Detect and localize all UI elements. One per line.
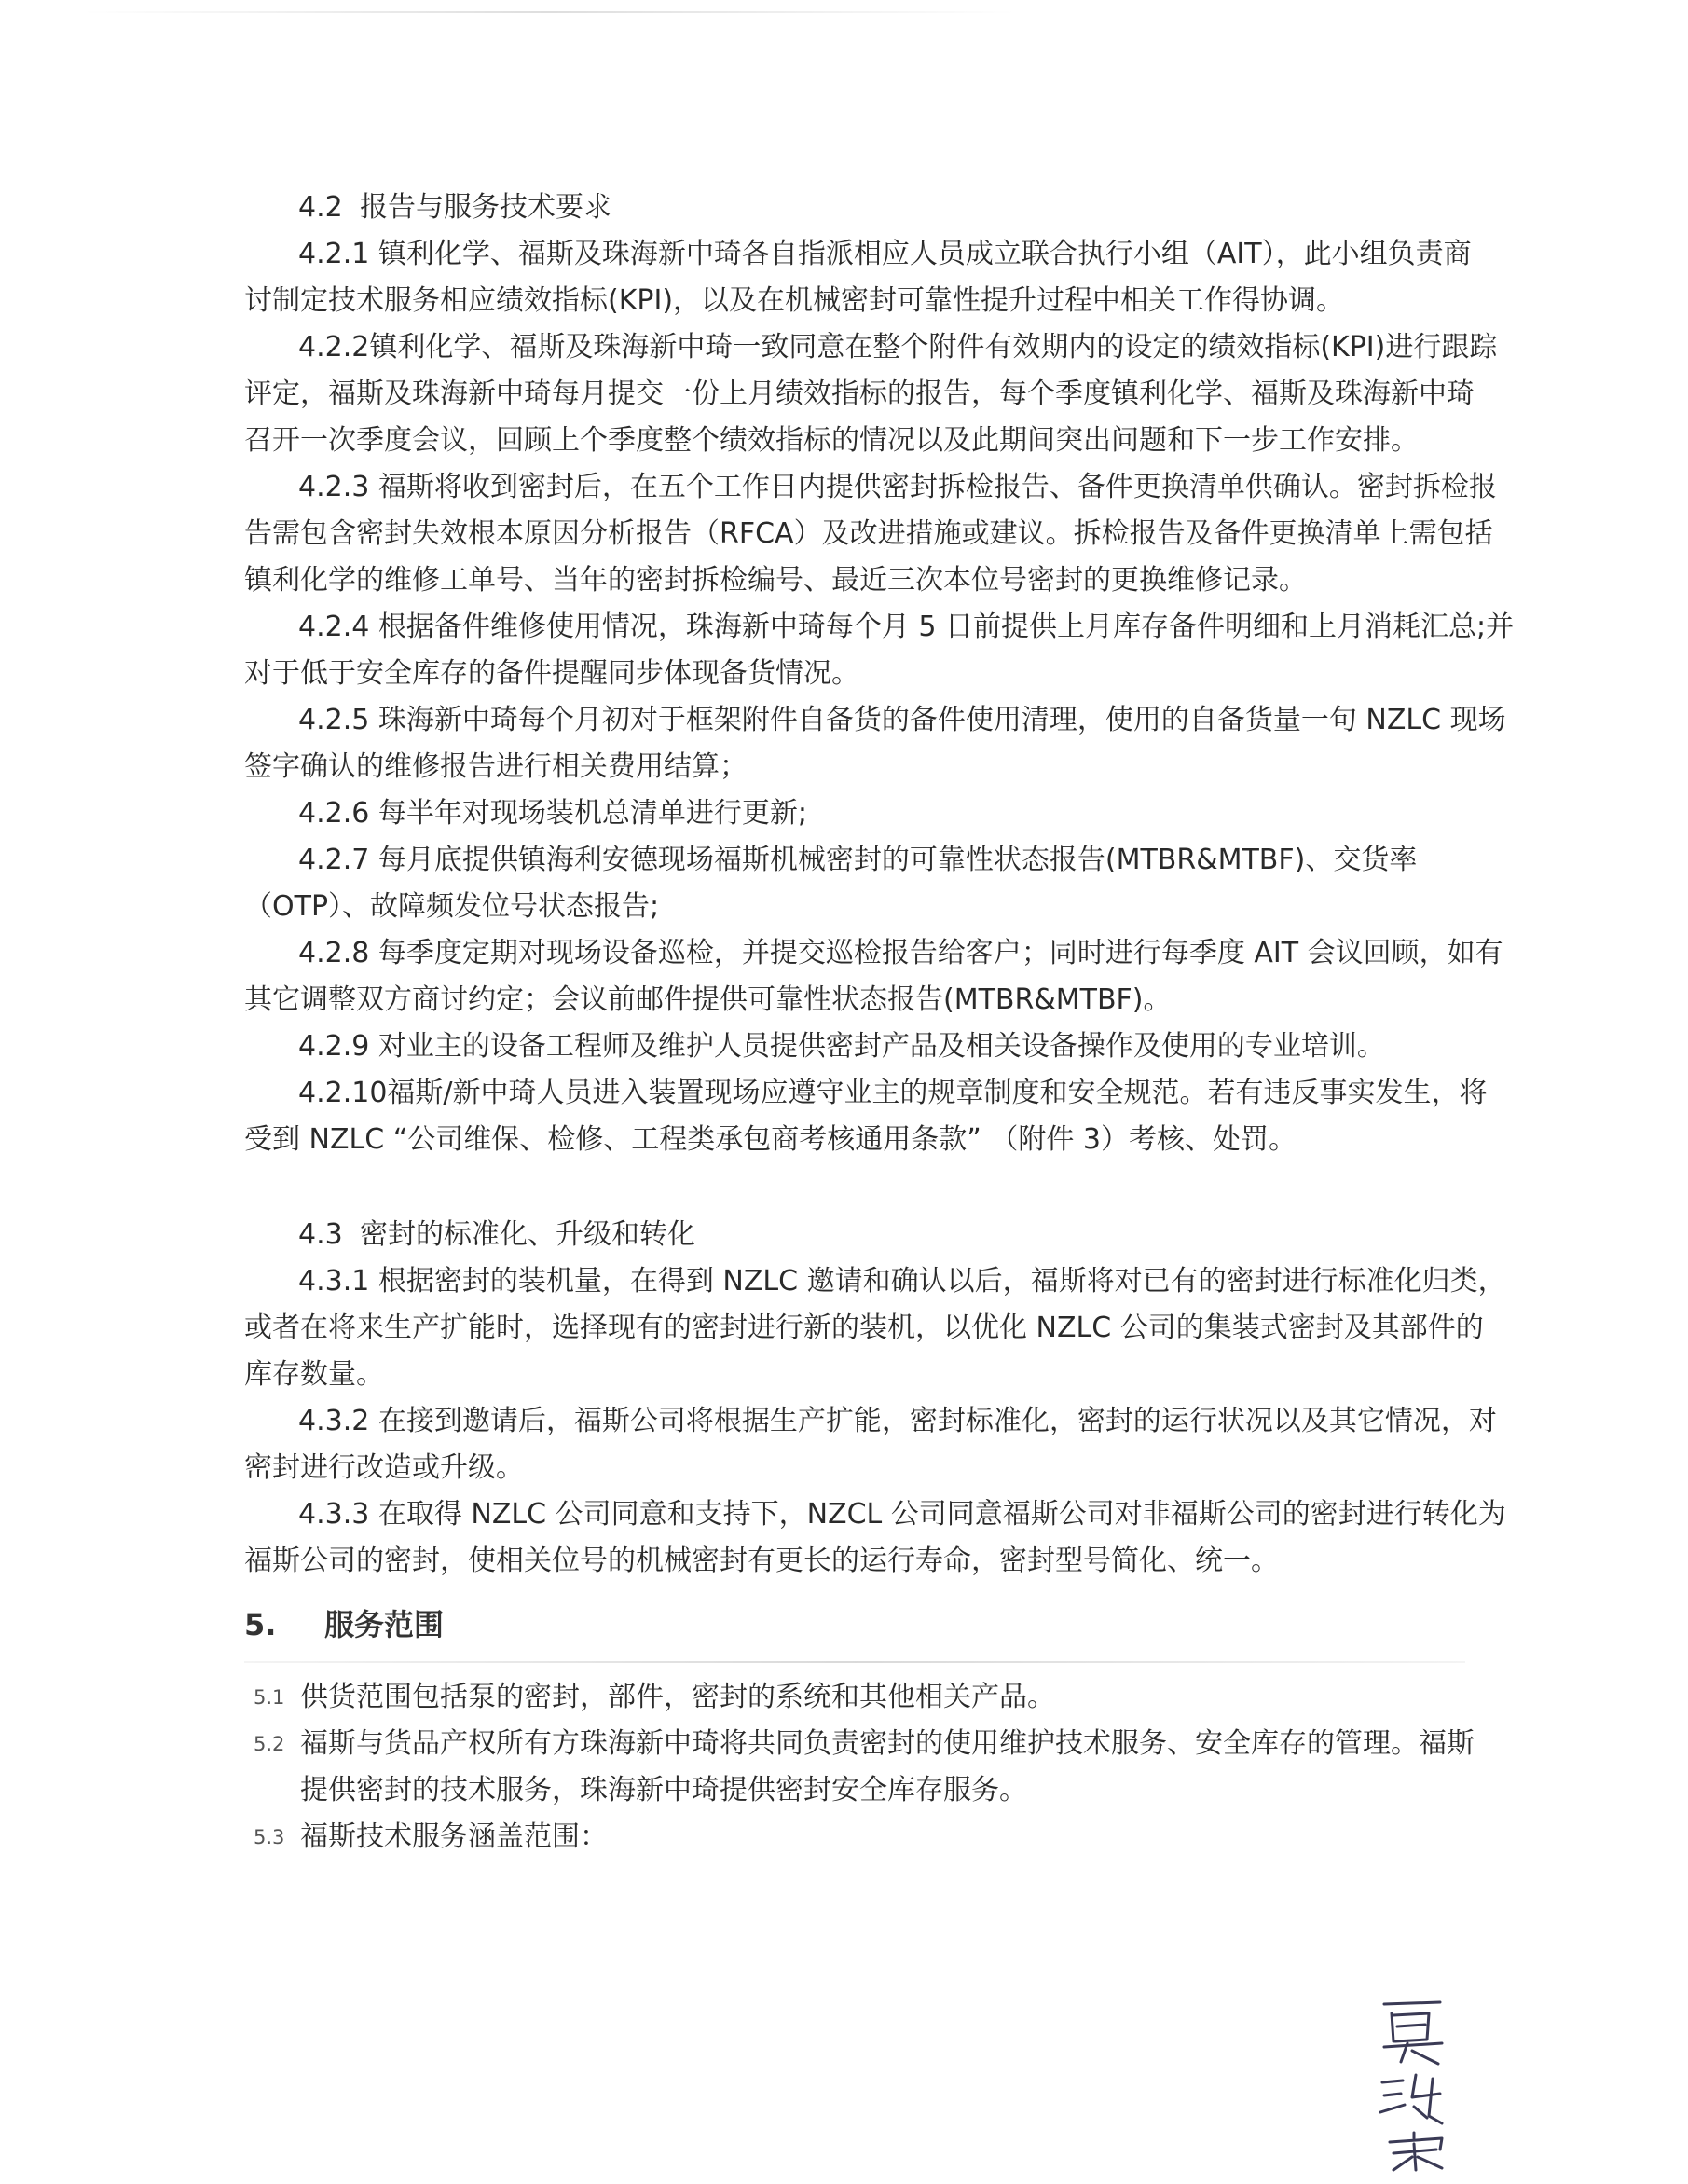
paragraph-line: 4.2.10福斯/新中琦人员进入装置现场应遵守业主的规章制度和安全规范。若有违反事实发生，将 [298,1077,1488,1109]
section-number: 4.2 [298,191,343,224]
paragraph-line: 签字确认的维修报告进行相关费用结算； [244,750,748,783]
list-item-text: 福斯技术服务涵盖范围： [300,1820,608,1853]
list-item-line [244,1674,1465,1721]
paragraph-line: 告需包含密封失效根本原因分析报告（RFCA）及改进措施或建议。拆检报告及备件更换清单上需包括 [244,517,1493,550]
section-title: 服务范围 [324,1607,445,1642]
section-4-3-body [244,1258,1506,1585]
paragraph-line: 4.2.3 福斯将收到密封后，在五个工作日内提供密封拆检报告、备件更换清单供确认。密封拆检报 [298,471,1497,503]
paragraph-line: 4.2.9 对业主的设备工程师及维护人员提供密封产品及相关设备操作及使用的专业培训。 [298,1030,1385,1063]
list-item-number: 5.1 [254,1686,285,1709]
paragraph-line: 4.2.4 根据备件维修使用情况，珠海新中琦每个月 5 日前提供上月库存备件明细和上月消耗汇总;并 [298,611,1515,643]
list-item-line [244,1721,1475,1767]
paragraph-line: （OTP）、故障频发位号状态报告; [244,890,660,923]
list-item-line [244,1814,1465,1861]
section-title: 密封的标准化、升级和转化 [360,1218,695,1251]
paragraph-line: 库存数量。 [244,1358,384,1391]
paragraph-line: 福斯公司的密封，使相关位号的机械密封有更长的运行寿命，密封型号简化、统一。 [244,1545,1279,1577]
list-item-number: 5.3 [254,1826,285,1848]
paragraph-line: 4.2.5 珠海新中琦每个月初对于框架附件自备货的备件使用清理，使用的自备货量一句 NZLC 现场 [298,704,1506,736]
handwritten-signature [1356,1985,1468,2172]
document-body [244,185,1515,1861]
list-item-number: 5.2 [254,1733,285,1755]
paragraph-line: 4.2.2镇利化学、福斯及珠海新中琦一致同意在整个附件有效期内的设定的绩效指标(KPI)进行跟踪 [298,331,1498,364]
paragraph-line: 密封进行改造或升级。 [244,1451,524,1484]
paragraph-line: 召开一次季度会议，回顾上个季度整个绩效指标的情况以及此期间突出问题和下一步工作安排。 [244,424,1419,457]
section-5-heading [244,1601,1465,1648]
paragraph-line: 讨制定技术服务相应绩效指标(KPI)，以及在机械密封可靠性提升过程中相关工作得协调。 [244,284,1345,317]
scan-edge-line [84,11,1016,13]
section-5-body [244,1674,1475,1861]
spacer [244,1163,1465,1212]
list-item-text: 供货范围包括泵的密封，部件，密封的系统和其他相关产品。 [300,1681,1055,1713]
paragraph-line: 评定，福斯及珠海新中琦每月提交一份上月绩效指标的报告，每个季度镇利化学、福斯及珠海新中琦 [244,378,1475,410]
paragraph-line: 受到 NZLC “公司维保、检修、工程类承包商考核通用条款” （附件 3）考核、处罚。 [244,1123,1297,1156]
section-number: 5. [244,1607,277,1642]
paragraph-line: 4.3.1 根据密封的装机量，在得到 NZLC 邀请和确认以后，福斯将对已有的密封进行标准化归类， [298,1265,1506,1298]
section-4-3-heading [244,1212,1465,1258]
paragraph-line: 对于低于安全库存的备件提醒同步体现备货情况。 [244,657,859,690]
section-number: 4.3 [298,1218,343,1251]
paragraph-line: 4.3.3 在取得 NZLC 公司同意和支持下，NZCL 公司同意福斯公司对非福斯公司的密封进行转化为 [298,1498,1506,1531]
paragraph-line: 4.2.1 镇利化学、福斯及珠海新中琦各自指派相应人员成立联合执行小组（AIT），此小组负责商 [298,238,1472,270]
paragraph-line: 其它调整双方商讨约定；会议前邮件提供可靠性状态报告(MTBR&MTBF)。 [244,983,1172,1016]
list-item-text: 福斯与货品产权所有方珠海新中琦将共同负责密封的使用维护技术服务、安全库存的管理。福斯 [300,1727,1475,1760]
paragraph-line: 4.3.2 在接到邀请后，福斯公司将根据生产扩能，密封标准化，密封的运行状况以及其它情况，对 [298,1405,1497,1437]
paragraph-line: 或者在将来生产扩能时，选择现有的密封进行新的装机，以优化 NZLC 公司的集装式密封及其部件的 [244,1312,1484,1344]
list-item-text: 提供密封的技术服务，珠海新中琦提供密封安全库存服务。 [300,1774,1027,1806]
paragraph-line: 4.2.8 每季度定期对现场设备巡检，并提交巡检报告给客户；同时进行每季度 AIT 会议回顾，如有 [298,937,1503,969]
paragraph-line: 4.2.7 每月底提供镇海利安德现场福斯机械密封的可靠性状态报告(MTBR&MTBF)、交货率 [298,844,1418,876]
section-title: 报告与服务技术要求 [360,191,611,224]
paragraph-line: 镇利化学的维修工单号、当年的密封拆检编号、最近三次本位号密封的更换维修记录。 [244,564,1307,597]
section-4-2-heading [244,185,1465,231]
section-4-2-body [244,231,1515,1163]
paragraph-line: 4.2.6 每半年对现场装机总清单进行更新; [298,797,807,830]
list-item-line [244,1767,1465,1814]
heading-rule [244,1661,1465,1663]
